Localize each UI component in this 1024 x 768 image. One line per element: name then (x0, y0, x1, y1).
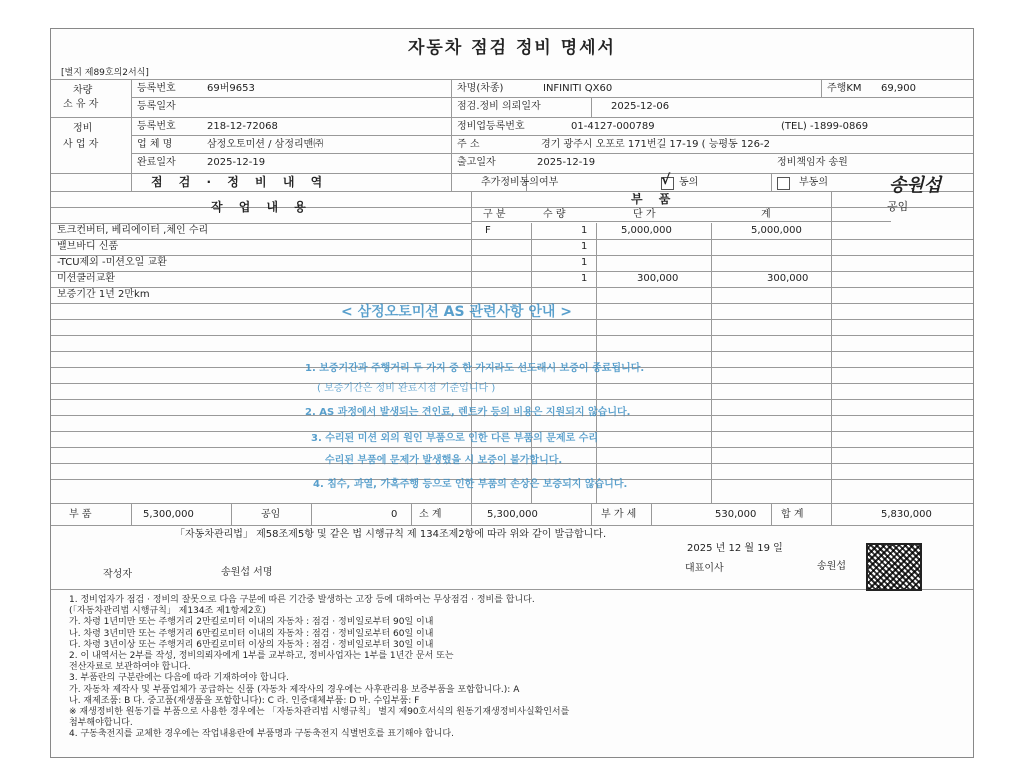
note-line: 3. 부품란의 구분란에는 다음에 따라 기재하여야 합니다. (69, 673, 289, 684)
business-section-label: 정비 (73, 123, 93, 134)
form-number: [별지 제89호의2서식] (61, 68, 149, 78)
issue-statement: 「자동차관리법」 제58조제5항 및 같은 법 시행규칙 제 134조제2항에 따라 위와 같이 발급합니다. (175, 529, 607, 540)
issue-date: 2025 년 12 월 19 일 (687, 543, 783, 554)
address-label: 주 소 (457, 139, 480, 150)
vat-value: 530,000 (715, 509, 757, 520)
manager-signature: 송원섭 (889, 175, 942, 196)
labor-total-label: 공임 (261, 509, 281, 520)
release-date: 2025-12-19 (537, 157, 596, 168)
rule (51, 117, 973, 118)
rule (51, 271, 973, 272)
as-notice-line: 3. 수리된 미션 외의 원인 부품으로 인한 다른 부품의 문제로 수리 (311, 433, 599, 444)
rule (831, 191, 832, 503)
note-line: 가. 자동차 제작사 및 부품업체가 공급하는 신품 (자동차 제작사의 경우에는 사후관리용 보증부품을 포함합니다.): A (69, 684, 520, 695)
owner-section-label: 차량 (73, 85, 93, 96)
as-notice-line: ( 보증기간은 정비 완료시점 기준입니다 ) (317, 383, 496, 394)
work-row-qty: 1 (581, 273, 588, 284)
work-row-total: 300,000 (767, 273, 809, 284)
work-row-price: 300,000 (637, 273, 679, 284)
writer-label: 작성자 (103, 569, 132, 580)
note-line: 나. 차령 3년미만 또는 주행거리 6만킬로미터 이내의 자동차 : 점검 · 정비일로부터 60일 이내 (69, 628, 434, 639)
rule (131, 153, 973, 154)
rule (131, 79, 132, 191)
rule (821, 79, 822, 97)
biz-reg-label: 정비업등록번호 (457, 121, 525, 132)
rule (831, 503, 832, 525)
complete-date-label: 완료일자 (137, 157, 176, 168)
rule (51, 223, 471, 224)
parts-sub-header-total: 계 (761, 209, 771, 220)
biz-reg-no: 01-4127-000789 (571, 121, 655, 132)
rule (771, 173, 772, 191)
rule (51, 79, 973, 80)
work-row-desc: 보증기간 1년 2만km (57, 289, 150, 300)
note-line: 다. 차령 3년이상 또는 주행거리 6만킬로미터 이상의 자동차 : 점검 · 정비일로부터 30일 이내 (69, 639, 434, 650)
grand-total-label: 합 계 (781, 509, 804, 520)
release-date-label: 출고일자 (457, 157, 496, 168)
as-notice-line: 1. 보증기간과 주행거리 두 가지 중 한 가지라도 선도래시 보증이 종료됩니다. (305, 363, 645, 374)
rule (51, 287, 973, 288)
work-row-qty: 1 (581, 257, 588, 268)
note-line: ※ 재생정비한 원동기를 부품으로 사용한 경우에는 「자동차관리법 시행규칙」 별지 제90호서식의 원동기재생정비사실확인서를 (69, 707, 570, 718)
work-row-qty: 1 (581, 225, 588, 236)
work-row-price: 5,000,000 (621, 225, 672, 236)
subtotal-value: 5,300,000 (487, 509, 538, 520)
extra-consent-label: 추가정비동의여부 (481, 177, 559, 188)
checkmark-icon: √ (661, 172, 671, 188)
as-notice-line: 수리된 부품에 문제가 발생했을 시 보증이 불가합니다. (325, 455, 563, 466)
rule (131, 503, 132, 525)
business-name-label: 업 체 명 (137, 139, 173, 150)
mileage-value: 69,900 (881, 83, 916, 94)
grand-total: 5,830,000 (881, 509, 932, 520)
disagree-label: 부동의 (799, 177, 828, 188)
parts-sub-header-qty: 수 량 (543, 209, 566, 220)
note-line: 2. 이 내역서는 2부를 작성, 정비의뢰자에게 1부를 교부하고, 정비사업자는 1부를 1년간 문서 또는 (69, 651, 454, 662)
as-notice-overlay (291, 301, 771, 531)
vehicle-model: INFINITI QX60 (543, 83, 613, 94)
owner-section-label: 소 유 자 (63, 99, 99, 110)
work-row-desc: -TCU제외 -미션오일 교환 (57, 257, 167, 268)
rule (471, 221, 891, 222)
rule (451, 79, 452, 191)
manager-label: 정비책임자 송원 (777, 157, 848, 168)
work-row-qty: 1 (581, 241, 588, 252)
work-row-desc: 밸브바디 신품 (57, 241, 119, 252)
rule (51, 589, 973, 590)
note-line: 가. 차령 1년미만 또는 주행거리 2만킬로미터 이내의 자동차 : 점검 · 정비일로부터 90일 이내 (69, 617, 434, 628)
work-row-type: F (485, 225, 491, 236)
business-tel: (TEL) -1899-0869 (781, 121, 869, 132)
as-notice-line: 4. 침수, 과열, 가혹주행 등으로 인한 부품의 손상은 보증되지 않습니다. (313, 479, 628, 490)
parts-total: 5,300,000 (143, 509, 194, 520)
work-row-desc: 미션쿨러교환 (57, 273, 115, 284)
rule (131, 135, 973, 136)
rule (51, 255, 973, 256)
as-notice-title: < 삼정오토미션 AS 관련사항 안내 > (341, 304, 573, 320)
labor-col-header: 공임 (887, 200, 909, 213)
rule (51, 239, 973, 240)
note-line: 전산자료로 보관하여야 합니다. (69, 662, 191, 673)
rule (51, 207, 973, 208)
vat-label: 부 가 세 (601, 509, 637, 520)
work-section-header: 점 검 · 정 비 내 역 (151, 175, 329, 189)
note-line: 1. 정비업자가 점검 · 정비의 잘못으로 다음 구분에 따른 기간중 발생하는 고장 등에 대하여는 무상점검 · 정비를 합니다. (69, 595, 535, 605)
model-label: 차명(차종) (457, 83, 504, 94)
business-address: 경기 광주시 오포로 171번길 17-19 ( 능평동 126-2 (541, 139, 770, 150)
subtotal-label: 소 계 (419, 509, 442, 520)
rule (591, 97, 592, 117)
disagree-checkbox[interactable] (777, 177, 790, 190)
work-col-header: 작 업 내 용 (211, 200, 312, 214)
as-notice-line: 2. AS 과정에서 발생되는 견인료, 렌트카 등의 비용은 지원되지 않습니다. (305, 407, 631, 418)
document-title: 자동차 점검 정비 명세서 (408, 38, 616, 58)
business-reg-no: 218-12-72068 (207, 121, 278, 132)
note-line: 4. 구동축전지를 교체한 경우에는 작업내용란에 부품명과 구동축전지 식별번호를 표기해야 합니다. (69, 729, 454, 740)
ceo-label: 대표이사 (685, 563, 724, 574)
rule (51, 191, 973, 192)
request-date: 2025-12-06 (611, 101, 670, 112)
rule (131, 97, 973, 98)
rule (231, 503, 232, 525)
rule (771, 503, 772, 525)
work-row-total: 5,000,000 (751, 225, 802, 236)
parts-col-header: 부 품 (631, 192, 677, 206)
agree-label: 동의 (679, 177, 699, 188)
legal-notes (69, 595, 959, 741)
note-line: 나. 재제조품: B 다. 중고품(재생품을 포함합니다): C 라. 인증대체부품: D 마. 수입부품: F (69, 695, 420, 706)
business-name: 삼정오토미션 / 삼정리맨㈜ (207, 139, 324, 150)
complete-date: 2025-12-19 (207, 157, 266, 168)
business-section-label: 사 업 자 (63, 139, 99, 150)
reg-date-label: 등록일자 (137, 101, 176, 112)
owner-reg-no-label: 등록번호 (137, 83, 176, 94)
parts-total-label: 부 품 (69, 509, 92, 520)
writer-name: 송원섭 서명 (221, 567, 273, 578)
request-date-label: 점검.정비 의뢰일자 (457, 101, 541, 112)
note-line: 첨부해야합니다. (69, 718, 133, 729)
parts-sub-header-type: 구 분 (483, 209, 506, 220)
company-seal-stamp (866, 543, 922, 591)
note-line: (「자동차관리법 시행규칙」 제134조 제1항제2호) (69, 606, 266, 617)
work-row-desc: 토크컨버터, 베리에이터 ,체인 수리 (57, 225, 209, 236)
owner-reg-no: 69버9653 (207, 83, 255, 94)
mileage-label: 주행KM (827, 83, 862, 94)
rule (51, 173, 973, 174)
labor-total: 0 (391, 509, 398, 520)
document-sheet (50, 28, 974, 758)
parts-sub-header-price: 단 가 (633, 209, 656, 220)
business-reg-no-label: 등록번호 (137, 121, 176, 132)
ceo-name: 송원섭 (817, 561, 846, 572)
